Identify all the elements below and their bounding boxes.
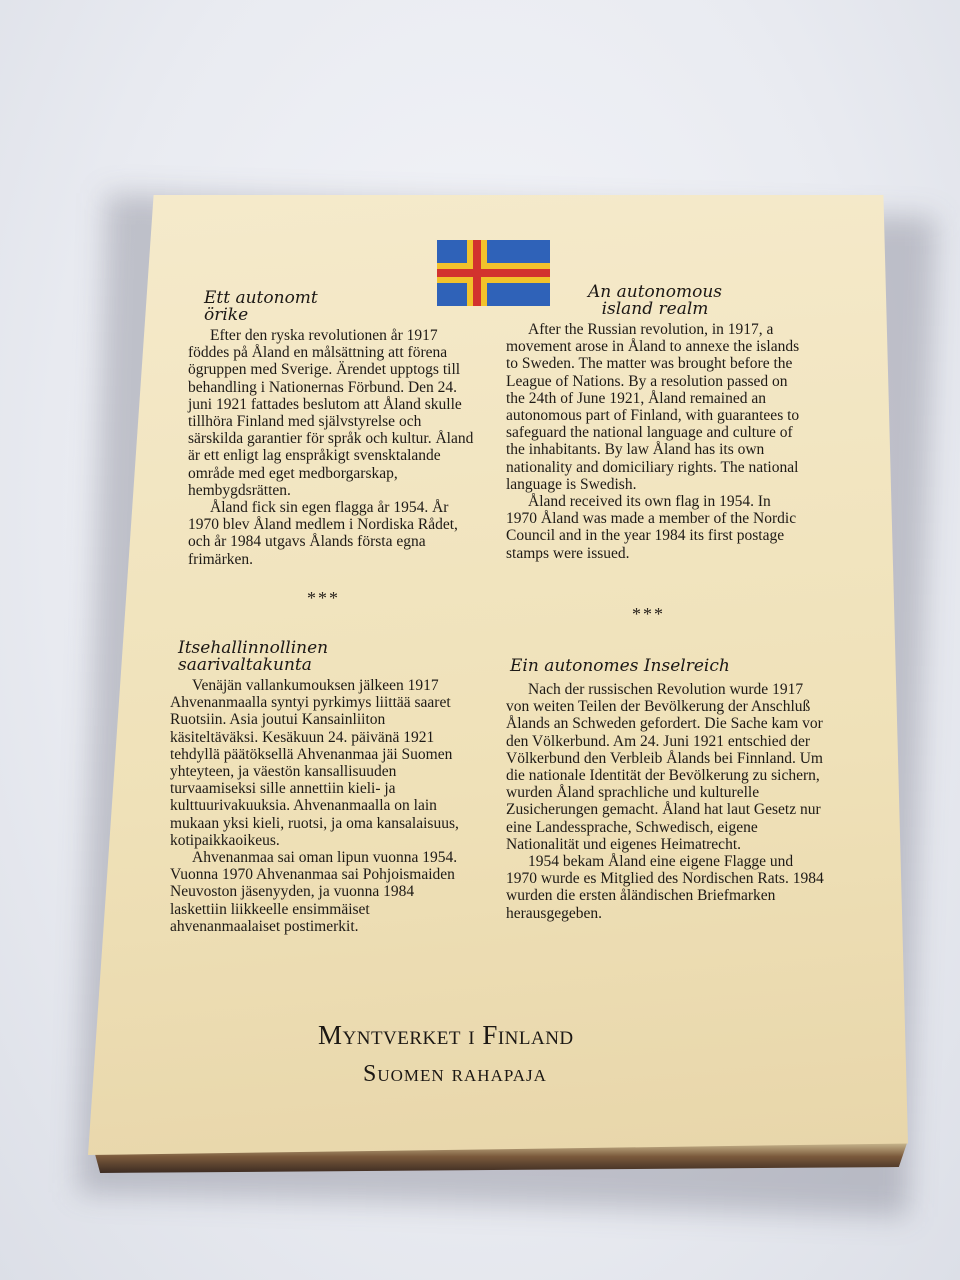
swedish-section	[188, 290, 480, 568]
english-paragraph-2: Åland received its own flag in 1954. In 1970 Åland was made a member of the Nordic Council and in the year 1984 its first postage stamps were issued.	[506, 493, 797, 562]
swedish-heading: Ett autonomt örike	[204, 288, 318, 325]
german-section	[506, 658, 826, 922]
finnish-paragraph-1: Venäjän vallankumouksen jälkeen 1917 Ahvenanmaalla syntyi pyrkimys liittää saaret Ruotsiin. Asia joutui Kansainliiton käsiteltäväksi. Kesäkuun 24. päivänä 1921 tehdyllä päätöksellä Ahvenanmaa jäi Suomen yhteyteen, ja väestön kansallisuuden turvaamiseksi sille annettiin kieli- ja kulttuurivakuuksia. Ahvenanmaalla on lain mukaan yksi kieli, ruotsi, ja oma kansalaisuus, kotipaikkaoikeus.	[170, 677, 459, 849]
separator-left: ***	[307, 588, 340, 608]
german-heading: Ein autonomes Inselreich	[510, 656, 730, 676]
finnish-paragraph-2: Ahvenanmaa sai oman lipun vuonna 1954. Vuonna 1970 Ahvenanmaa sai Pohjoismaiden Neuvoston jäsenyyden, ja vuonna 1984 laskettiin liikkeelle ensimmäiset ahvenanmaalaiset postimerkit.	[170, 849, 458, 935]
finnish-heading: Itsehallinnollinen saarivaltakunta	[178, 638, 329, 675]
german-paragraph-1: Nach der russischen Revolution wurde 1917 von weiten Teilen der Bevölkerung der Anschluß Ålands an Schweden gefordert. Die Sache kam vor den Völkerbund. Am 24. Juni 1921 entschied der Völkerbund den Verbleib Ålands bei Finnland. Um die nationale Identität der Bevölkerung zu sichern, wurden Åland sprachliche und kulturelle Zusicherungen gemacht. Åland hat laut Gesetz nur eine Landessprache, Schwedisch, eigene Nationalität und eigenes Heimatrecht.	[506, 681, 823, 853]
swedish-paragraph-1: Efter den ryska revolutionen år 1917 föddes på Åland en målsättning att förena ögruppen med Sverige. Ärendet upptogs till behandling i Nationernas Förbund. Den 24. juni 1921 fattades beslutom att Åland skulle tillhöra Finland med självstyrelse och särskilda garantier för språk och kultur. Åland är ett enligt lag enspråkigt svensktalande område med eget medborgarskap, hembygdsrätten.	[188, 327, 474, 499]
english-section	[506, 284, 804, 562]
finnish-section	[170, 640, 470, 935]
english-paragraph-1: After the Russian revolution, in 1917, a movement arose in Åland to annexe the islands to Sweden. The matter was brought before the League of Nations. By a resolution passed on the 24th of June 1921, Åland remained an autonomous part of Finland, with guarantees to safeguard the national language and culture of the inhabitants. By law Åland has its own nationality and domiciliary rights. The national language is Swedish.	[506, 321, 800, 493]
swedish-paragraph-2: Åland fick sin egen flagga år 1954. År 1970 blev Åland medlem i Nordiska Rådet, och år 1984 utgavs Ålands första egna frimärken.	[188, 499, 458, 568]
separator-right: ***	[632, 604, 665, 624]
footer-mint-swedish: Myntverket i Finland	[318, 1020, 574, 1050]
footer-mint-finnish: Suomen rahapaja	[363, 1061, 547, 1087]
english-heading: An autonomous island realm	[588, 282, 722, 319]
german-paragraph-2: 1954 bekam Åland eine eigene Flagge und 1970 wurde es Mitglied des Nordischen Rats. 1984 wurden die ersten åländischen Briefmarken herausgegeben.	[506, 853, 824, 922]
